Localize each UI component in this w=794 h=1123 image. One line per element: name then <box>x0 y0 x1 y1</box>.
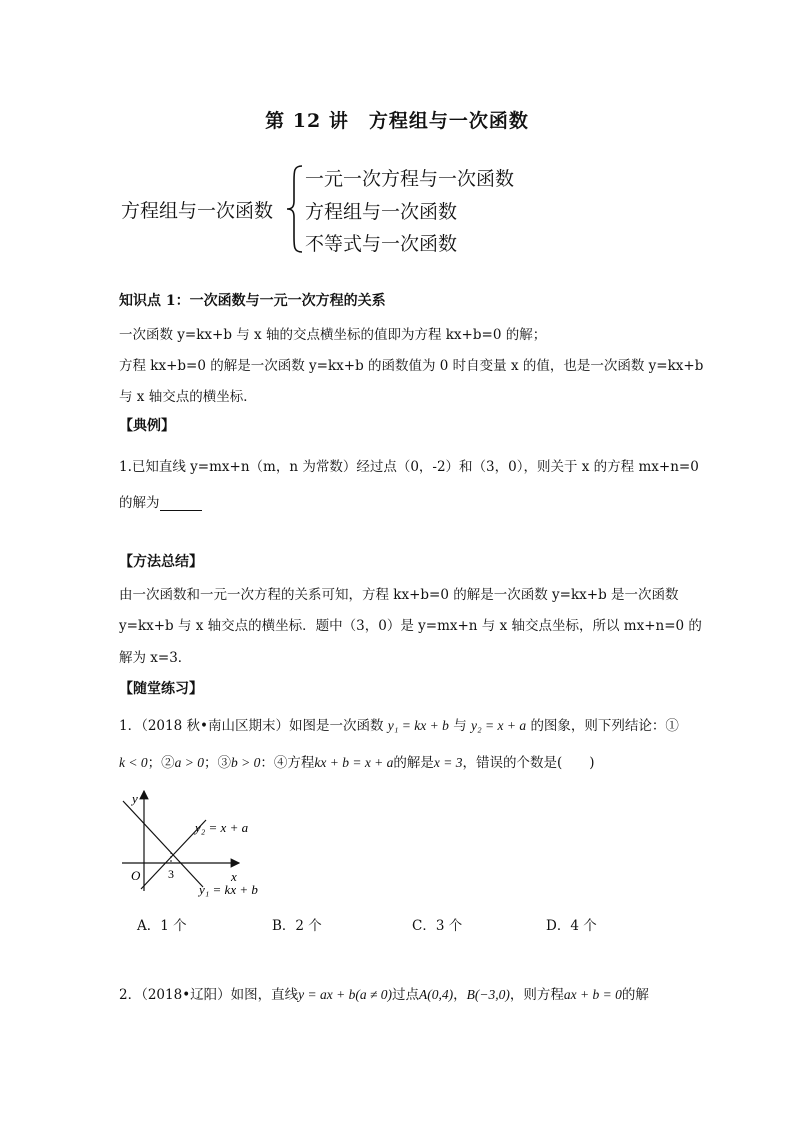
method-line-1: 由一次函数和一元一次方程的关系可知，方程 kx+b=0 的解是一次函数 y=kx+b 是一次函数 <box>119 587 679 603</box>
page-title: 第 12 讲 方程组与一次函数 <box>265 110 529 132</box>
outline-root: 方程组与一次函数 <box>121 200 274 222</box>
answer-blank[interactable] <box>160 496 202 511</box>
knowledge-line-1: 一次函数 y=kx+b 与 x 轴的交点横坐标的值即为方程 kx+b=0 的解； <box>119 327 547 343</box>
function-graph <box>115 786 275 898</box>
q1-cond-2: a > 0 <box>174 755 204 770</box>
q1-eq-y1: y₁ = kx + b <box>387 718 449 733</box>
practice-heading: 【随堂练习】 <box>119 681 203 697</box>
q2-text-b: 过点 <box>392 987 420 1003</box>
q1-sep-2: ；③ <box>203 755 231 771</box>
q2-eq2: ax + b = 0 <box>563 987 622 1002</box>
q1-cond-1: k < 0 <box>119 755 148 770</box>
q1-sep-1: ；② <box>147 755 175 771</box>
knowledge-heading: 知识点 1：一次函数与一元一次方程的关系 <box>119 293 386 309</box>
outline-branch-2: 方程组与一次函数 <box>305 201 458 223</box>
q1-and: 与 <box>453 718 467 734</box>
outline-brace <box>284 163 306 255</box>
q1-question: ，错误的个数是( ) <box>462 755 595 771</box>
outline-branch-3: 不等式与一次函数 <box>305 233 458 255</box>
q2-text-a: 2．（2018•辽阳）如图，直线 <box>119 987 299 1003</box>
q2-eq: y = ax + b(a ≠ 0) <box>298 987 393 1002</box>
practice-q1-line-1 <box>119 714 679 734</box>
practice-q2-line-1 <box>119 983 649 1003</box>
origin-label: O <box>131 868 141 883</box>
q1-text-a: 1．（2018 秋•南山区期末）如图是一次函数 <box>119 718 384 734</box>
practice-q1-line-2 <box>119 751 595 771</box>
q2-text-d: ，则方程 <box>509 987 564 1003</box>
tick-3: 3 <box>168 867 174 881</box>
outline-branch-1: 一元一次方程与一次函数 <box>305 168 515 190</box>
q1-eq-y2: y₂ = x + a <box>470 718 527 733</box>
option-d[interactable]: D．4 个 <box>546 918 597 934</box>
knowledge-line-3: 与 x 轴交点的横坐标． <box>119 389 257 405</box>
example-q1-line-2 <box>119 491 202 511</box>
example-heading: 【典例】 <box>119 418 175 434</box>
option-a[interactable]: A．1 个 <box>137 918 187 934</box>
q1-cond-4: kx + b = x + a <box>314 755 394 770</box>
q2-text-c: ， <box>453 987 467 1003</box>
example-q1-prefix: 的解为 <box>119 495 160 511</box>
example-q1-line-1: 1.已知直线 y=mx+n（m，n 为常数）经过点（0，-2）和（3，0），则关于 x 的方程 mx+n=0 <box>119 459 699 475</box>
q2-text-e: 的解 <box>621 987 649 1003</box>
q1-solution: x = 3 <box>433 755 463 770</box>
label-y2: y₂ = x + a <box>195 820 249 835</box>
option-b[interactable]: B．2 个 <box>272 918 322 934</box>
option-c[interactable]: C．3 个 <box>412 918 463 934</box>
q2-point-a: A(0,4) <box>419 987 454 1002</box>
label-y1: y₁ = kx + b <box>199 882 258 897</box>
q1-sep-4: 的解是 <box>393 755 434 771</box>
x-axis-label: x <box>231 869 237 884</box>
q2-point-b: B(−3,0) <box>466 987 510 1002</box>
y-axis-label: y <box>132 791 138 806</box>
method-heading: 【方法总结】 <box>119 554 203 570</box>
q1-sep-3: ：④方程 <box>260 755 315 771</box>
knowledge-line-2: 方程 kx+b=0 的解是一次函数 y=kx+b 的函数值为 0 时自变量 x 的值，也是一次函数 y=kx+b <box>119 358 704 374</box>
method-line-2: y=kx+b 与 x 轴交点的横坐标．题中（3，0）是 y=mx+n 与 x 轴交点坐标，所以 mx+n=0 的 <box>119 618 702 634</box>
q1-cond-3: b > 0 <box>230 755 261 770</box>
method-line-3: 解为 x=3． <box>119 650 192 666</box>
q1-text-b: 的图象，则下列结论：① <box>530 718 679 734</box>
